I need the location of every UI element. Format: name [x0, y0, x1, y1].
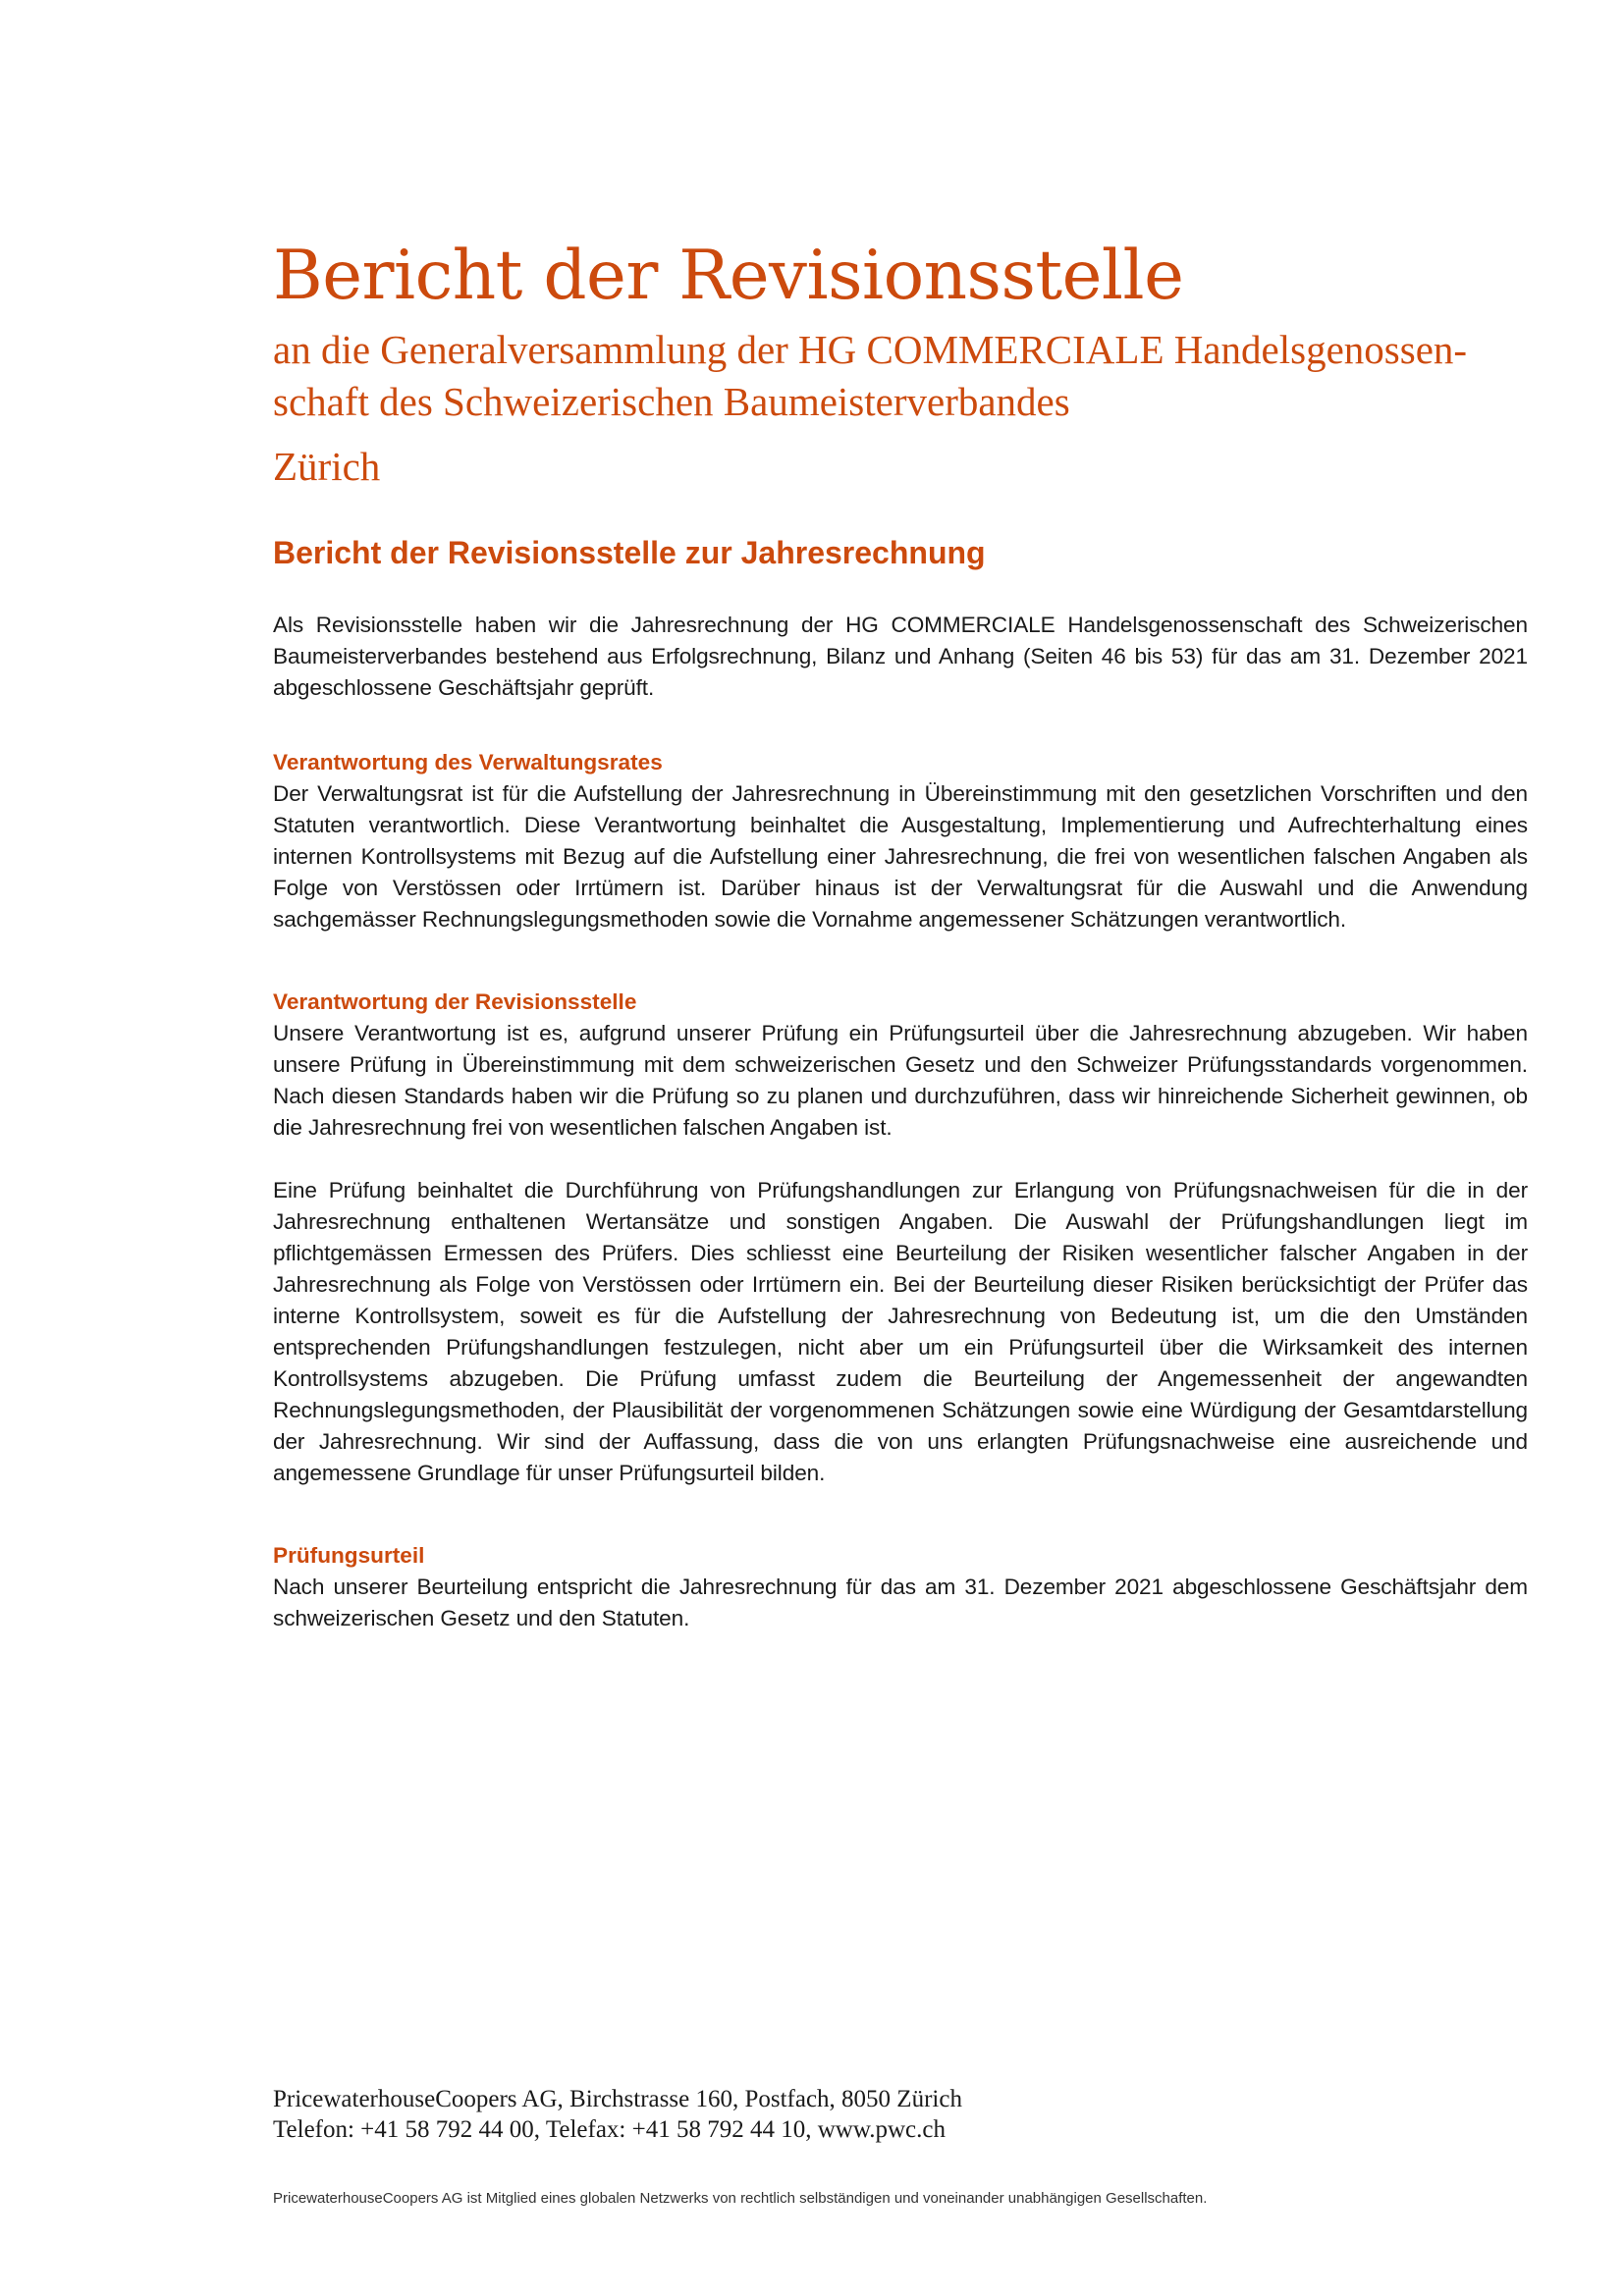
footer	[273, 2084, 1451, 2145]
board-responsibility-paragraph: Der Verwaltungsrat ist für die Aufstellung der Jahresrechnung in Übereinstimmung mit den gesetzlichen Vorschriften und den Statuten verantwortlich. Diese Verantwortung beinhaltet die Ausgestaltung, Implementierung und Aufrechterhaltung eines internen Kontrollsystems mit Bezug auf die Aufstellung einer Jahresrechnung, die frei von wesentlichen falschen Angaben als Folge von Verstössen oder Irrtümern ist. Darüber hinaus ist der Verwaltungsrat für die Auswahl und die Anwendung sachgemässer Rechnungslegungsmethoden sowie die Vornahme angemessener Schätzungen verantwortlich.	[273, 781, 1528, 932]
page-title: Bericht der Revisionsstelle	[273, 237, 1184, 315]
intro-paragraph: Als Revisionsstelle haben wir die Jahresrechnung der HG COMMERCIALE Handelsgenossenschaft des Schweizerischen Baumeisterverbandes bestehend aus Erfolgsrechnung, Bilanz und Anhang (Seiten 46 bis 53) für das am 31. Dezember 2021 abgeschlossene Geschäftsjahr geprüft.	[273, 613, 1528, 700]
audit-opinion-heading: Prüfungsurteil	[273, 1543, 425, 1568]
footer-address: PricewaterhouseCoopers AG, Birchstrasse 160, Postfach, 8050 Zürich	[273, 2086, 962, 2112]
city-label: Zürich	[273, 444, 381, 489]
auditor-responsibility-paragraph-1: Unsere Verantwortung ist es, aufgrund unserer Prüfung ein Prüfungsurteil über die Jahresrechnung abzugeben. Wir haben unsere Prüfung in Übereinstimmung mit dem schweizerischen Gesetz und den Schweizer Prüfungsstandards vorgenommen. Nach diesen Standards haben wir die Prüfung so zu planen und durchzuführen, dass wir hinreichende Sicherheit gewinnen, ob die Jahresrechnung frei von wesentlichen falschen Angaben ist.	[273, 1021, 1528, 1140]
auditor-responsibility-paragraph-2: Eine Prüfung beinhaltet die Durchführung von Prüfungshandlungen zur Erlangung von Prüfungsnachweisen für die in der Jahresrechnung enthaltenen Wertansätze und sonstigen Angaben. Die Auswahl der Prüfungshandlungen liegt im pflichtgemässen Ermessen des Prüfers. Dies schliesst eine Beurteilung der Risiken wesentlicher falscher Angaben in der Jahresrechnung als Folge von Verstössen oder Irrtümern ein. Bei der Beurteilung dieser Risiken berücksichtigt der Prüfer das interne Kontrollsystem, soweit es für die Aufstellung der Jahresrechnung von Bedeutung ist, um die den Umständen entsprechenden Prüfungshandlungen festzulegen, nicht aber um ein Prüfungsurteil über die Wirksamkeit des internen Kontrollsystems abzugeben. Die Prüfung umfasst zudem die Beurteilung der Angemessenheit der angewandten Rechnungslegungsmethoden, der Plausibilität der vorgenommenen Schätzungen sowie eine Würdigung der Gesamtdarstellung der Jahresrechnung. Wir sind der Auffassung, dass die von uns erlangten Prüfungsnachweise eine ausreichende und angemessene Grundlage für unser Prüfungsurteil bilden.	[273, 1178, 1528, 1485]
section-title: Bericht der Revisionsstelle zur Jahresrechnung	[273, 535, 986, 570]
board-responsibility-heading: Verantwortung des Verwaltungsrates	[273, 750, 663, 774]
report-content	[273, 234, 1528, 1634]
footer-contact: Telefon: +41 58 792 44 00, Telefax: +41 58 792 44 10, www.pwc.ch	[273, 2116, 946, 2143]
footer-disclaimer: PricewaterhouseCoopers AG ist Mitglied eines globalen Netzwerks von rechtlich selbständigen und voneinander unabhängigen Gesellschaften.	[273, 2190, 1208, 2207]
auditor-responsibility-heading: Verantwortung der Revisionsstelle	[273, 989, 637, 1014]
page-subtitle: an die Generalversammlung der HG COMMERCIALE Handelsgenossenschaft des Schweizerischen Baumeisterverbandes	[273, 327, 1468, 424]
audit-opinion-paragraph: Nach unserer Beurteilung entspricht die Jahresrechnung für das am 31. Dezember 2021 abgeschlossene Geschäftsjahr dem schweizerischen Gesetz und den Statuten.	[273, 1575, 1528, 1630]
